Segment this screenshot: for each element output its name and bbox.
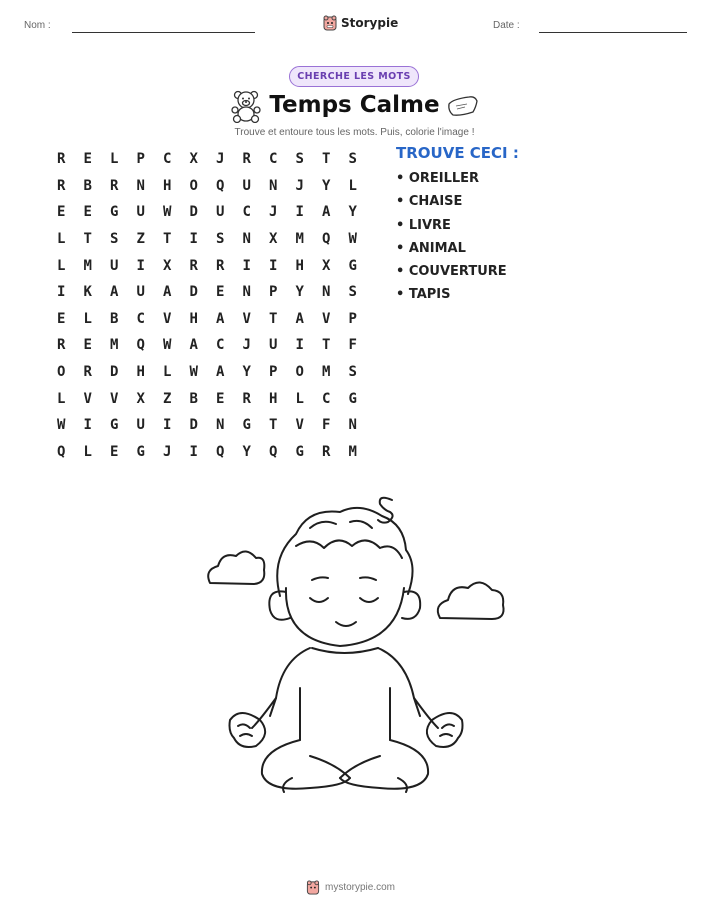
page-title <box>0 92 709 118</box>
grid-cell[interactable]: L <box>57 231 66 248</box>
grid-cell[interactable]: S <box>348 284 357 301</box>
storypie-logo-icon <box>306 880 320 895</box>
grid-cell[interactable]: A <box>163 284 172 301</box>
grid-cell[interactable]: N <box>136 177 145 194</box>
grid-cell[interactable]: T <box>322 151 331 168</box>
grid-cell[interactable]: I <box>189 443 198 460</box>
grid-cell[interactable]: O <box>57 364 66 381</box>
grid-cell[interactable]: W <box>189 364 198 381</box>
grid-cell[interactable]: V <box>110 390 119 407</box>
grid-cell[interactable]: E <box>83 204 92 221</box>
word-item: • ANIMAL <box>396 240 466 256</box>
grid-cell[interactable]: G <box>295 443 304 460</box>
grid-cell[interactable]: R <box>322 443 331 460</box>
date-line[interactable] <box>539 32 687 33</box>
date-label: Date : <box>493 20 520 31</box>
grid-cell[interactable]: R <box>83 364 92 381</box>
grid-cell[interactable]: I <box>295 204 304 221</box>
grid-cell[interactable]: X <box>136 390 145 407</box>
grid-cell[interactable]: T <box>269 310 278 327</box>
grid-cell[interactable]: Z <box>136 231 145 248</box>
grid-cell[interactable]: P <box>348 310 357 327</box>
grid-cell[interactable]: R <box>57 177 66 194</box>
grid-cell[interactable]: O <box>189 177 198 194</box>
meditating-child-illustration[interactable] <box>200 488 510 808</box>
grid-cell[interactable]: K <box>83 284 92 301</box>
grid-cell[interactable]: H <box>269 390 278 407</box>
grid-cell[interactable]: R <box>242 151 251 168</box>
grid-cell[interactable]: E <box>110 443 119 460</box>
grid-cell[interactable]: Q <box>216 443 225 460</box>
grid-cell[interactable]: R <box>216 257 225 274</box>
grid-cell[interactable]: H <box>189 310 198 327</box>
grid-cell[interactable]: N <box>216 417 225 434</box>
grid-cell[interactable]: N <box>269 177 278 194</box>
grid-cell[interactable]: W <box>163 204 172 221</box>
grid-cell[interactable]: H <box>136 364 145 381</box>
grid-cell[interactable]: S <box>295 151 304 168</box>
grid-cell[interactable]: M <box>110 337 119 354</box>
word-item: • COUVERTURE <box>396 264 507 280</box>
grid-cell[interactable]: I <box>189 231 198 248</box>
footer <box>306 880 395 895</box>
grid-cell[interactable]: U <box>136 284 145 301</box>
grid-cell[interactable]: U <box>242 177 251 194</box>
grid-cell[interactable]: C <box>163 151 172 168</box>
grid-cell[interactable]: X <box>269 231 278 248</box>
grid-cell[interactable]: A <box>216 364 225 381</box>
grid-cell[interactable]: S <box>348 151 357 168</box>
grid-cell[interactable]: I <box>242 257 251 274</box>
grid-cell[interactable]: H <box>163 177 172 194</box>
grid-cell[interactable]: M <box>295 231 304 248</box>
grid-cell[interactable]: B <box>83 177 92 194</box>
grid-cell[interactable]: C <box>269 151 278 168</box>
word-item: • TAPIS <box>396 287 451 303</box>
grid-cell[interactable]: C <box>216 337 225 354</box>
grid-cell[interactable]: J <box>242 337 251 354</box>
grid-cell[interactable]: T <box>163 231 172 248</box>
grid-cell[interactable]: M <box>322 364 331 381</box>
grid-cell[interactable]: H <box>295 257 304 274</box>
grid-cell[interactable]: C <box>136 310 145 327</box>
grid-cell[interactable]: G <box>110 417 119 434</box>
grid-cell[interactable]: V <box>295 417 304 434</box>
grid-cell[interactable]: P <box>269 364 278 381</box>
grid-cell[interactable]: A <box>189 337 198 354</box>
grid-cell[interactable]: J <box>163 443 172 460</box>
grid-cell[interactable]: Y <box>348 204 357 221</box>
grid-cell[interactable]: I <box>57 284 66 301</box>
grid-cell[interactable]: D <box>189 204 198 221</box>
grid-cell[interactable]: U <box>269 337 278 354</box>
word-item: • LIVRE <box>396 217 451 233</box>
grid-cell[interactable]: G <box>242 417 251 434</box>
grid-cell[interactable]: L <box>57 390 66 407</box>
grid-cell[interactable]: U <box>136 417 145 434</box>
pillow-icon <box>447 95 479 117</box>
grid-cell[interactable]: A <box>322 204 331 221</box>
grid-cell[interactable]: I <box>83 417 92 434</box>
grid-cell[interactable]: V <box>322 310 331 327</box>
grid-cell[interactable]: L <box>83 310 92 327</box>
grid-cell[interactable]: X <box>322 257 331 274</box>
grid-cell[interactable]: P <box>269 284 278 301</box>
grid-cell[interactable]: R <box>110 177 119 194</box>
storypie-logo-icon <box>323 15 337 31</box>
grid-cell[interactable]: S <box>110 231 119 248</box>
grid-cell[interactable]: R <box>57 337 66 354</box>
grid-cell[interactable]: S <box>216 231 225 248</box>
grid-cell[interactable]: V <box>83 390 92 407</box>
grid-cell[interactable]: E <box>83 151 92 168</box>
brand-name: Storypie <box>341 16 399 30</box>
grid-cell[interactable]: C <box>242 204 251 221</box>
grid-cell[interactable]: Y <box>242 443 251 460</box>
grid-cell[interactable]: C <box>322 390 331 407</box>
grid-cell[interactable]: B <box>189 390 198 407</box>
grid-cell[interactable]: P <box>136 151 145 168</box>
grid-cell[interactable]: X <box>189 151 198 168</box>
grid-cell[interactable]: Y <box>322 177 331 194</box>
grid-cell[interactable]: U <box>136 204 145 221</box>
grid-cell[interactable]: E <box>83 337 92 354</box>
grid-cell[interactable]: G <box>348 257 357 274</box>
grid-cell[interactable]: Q <box>216 177 225 194</box>
grid-cell[interactable]: F <box>348 337 357 354</box>
grid-cell[interactable]: B <box>110 310 119 327</box>
grid-cell[interactable]: N <box>348 417 357 434</box>
title-text: Temps Calme <box>269 92 440 118</box>
grid-cell[interactable]: T <box>322 337 331 354</box>
instructions: Trouve et entoure tous les mots. Puis, colorie l'image ! <box>234 127 475 138</box>
grid-cell[interactable]: V <box>163 310 172 327</box>
name-label: Nom : <box>24 20 51 31</box>
grid-cell[interactable]: I <box>136 257 145 274</box>
grid-cell[interactable]: Q <box>322 231 331 248</box>
grid-cell[interactable]: I <box>269 257 278 274</box>
grid-cell[interactable]: D <box>189 417 198 434</box>
grid-cell[interactable]: U <box>110 257 119 274</box>
cloud-icon <box>208 551 264 584</box>
grid-cell[interactable]: D <box>110 364 119 381</box>
grid-cell[interactable]: F <box>322 417 331 434</box>
worksheet-type-badge: CHERCHE LES MOTS <box>289 66 419 87</box>
footer-url[interactable]: mystorypie.com <box>325 882 396 893</box>
grid-cell[interactable]: D <box>189 284 198 301</box>
grid-cell[interactable]: J <box>269 204 278 221</box>
grid-cell[interactable]: T <box>269 417 278 434</box>
grid-cell[interactable]: N <box>242 231 251 248</box>
grid-cell[interactable]: Q <box>57 443 66 460</box>
grid-cell[interactable]: X <box>163 257 172 274</box>
grid-cell[interactable]: W <box>163 337 172 354</box>
grid-cell[interactable]: G <box>348 390 357 407</box>
grid-cell[interactable]: T <box>83 231 92 248</box>
grid-cell[interactable]: I <box>295 337 304 354</box>
grid-cell[interactable]: L <box>110 151 119 168</box>
grid-cell[interactable]: I <box>163 417 172 434</box>
grid-cell[interactable]: Y <box>295 284 304 301</box>
grid-cell[interactable]: L <box>295 390 304 407</box>
grid-cell[interactable]: S <box>348 364 357 381</box>
word-item: • OREILLER <box>396 171 480 186</box>
grid-cell[interactable]: R <box>189 257 198 274</box>
grid-cell[interactable]: U <box>216 204 225 221</box>
grid-cell[interactable]: A <box>110 284 119 301</box>
grid-cell[interactable]: L <box>348 177 357 194</box>
grid-cell[interactable]: R <box>242 390 251 407</box>
word-search-grid[interactable] <box>48 146 366 465</box>
grid-cell[interactable]: E <box>57 204 66 221</box>
grid-cell[interactable]: J <box>295 177 304 194</box>
grid-cell[interactable]: A <box>216 310 225 327</box>
grid-cell[interactable]: M <box>83 257 92 274</box>
word-list-title: TROUVE CECI : <box>396 144 519 162</box>
grid-cell[interactable]: E <box>57 310 66 327</box>
grid-cell[interactable]: Y <box>242 364 251 381</box>
grid-cell[interactable]: J <box>216 151 225 168</box>
grid-cell[interactable]: L <box>83 443 92 460</box>
grid-cell[interactable]: O <box>295 364 304 381</box>
grid-cell[interactable]: Q <box>136 337 145 354</box>
grid-cell[interactable]: R <box>57 151 66 168</box>
grid-cell[interactable]: N <box>242 284 251 301</box>
grid-cell[interactable]: G <box>136 443 145 460</box>
grid-cell[interactable]: Q <box>269 443 278 460</box>
grid-cell[interactable]: N <box>322 284 331 301</box>
grid-cell[interactable]: L <box>163 364 172 381</box>
grid-cell[interactable]: V <box>242 310 251 327</box>
word-item: • CHAISE <box>396 194 463 210</box>
cloud-icon <box>438 582 504 619</box>
word-list <box>396 171 507 311</box>
grid-cell[interactable]: G <box>110 204 119 221</box>
grid-cell[interactable]: L <box>57 257 66 274</box>
brand <box>323 13 398 33</box>
grid-cell[interactable]: Z <box>163 390 172 407</box>
grid-cell[interactable]: W <box>57 417 66 434</box>
grid-cell[interactable]: A <box>295 310 304 327</box>
grid-cell[interactable]: W <box>348 231 357 248</box>
name-line[interactable] <box>72 32 255 33</box>
grid-cell[interactable]: E <box>216 284 225 301</box>
grid-cell[interactable]: M <box>348 443 357 460</box>
grid-cell[interactable]: E <box>216 390 225 407</box>
